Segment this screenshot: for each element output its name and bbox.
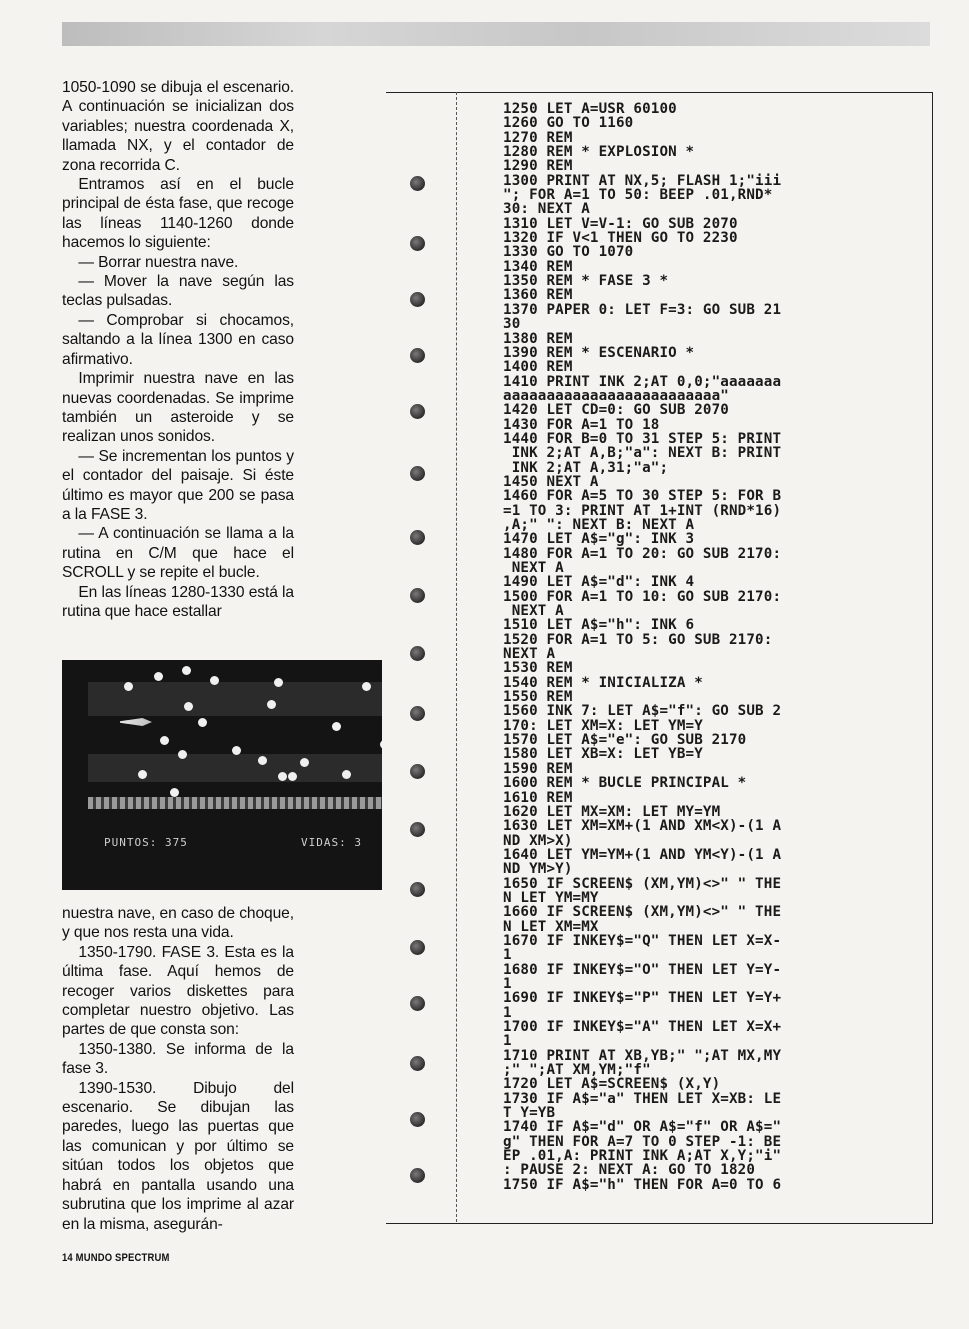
code-line: 1520 FOR A=1 TO 5: GO SUB 2170: <box>503 631 773 648</box>
asteroid-sprite <box>154 672 163 681</box>
asteroid-sprite <box>198 718 207 727</box>
code-line: 1510 LET A$="h": INK 6 <box>503 617 695 634</box>
code-line: 1480 FOR A=1 TO 20: GO SUB 2170: <box>503 545 782 562</box>
code-line: 1720 LET A$=SCREEN$ (X,Y) <box>503 1076 721 1093</box>
code-line: 1420 LET CD=0: GO SUB 2070 <box>503 402 729 419</box>
ground-strip <box>88 797 382 809</box>
code-line: 1400 REM <box>503 359 573 376</box>
asteroid-sprite <box>124 682 133 691</box>
code-line: 1700 IF INKEY$="A" THEN LET X=X+ <box>503 1019 782 1035</box>
asteroid-sprite <box>258 756 267 765</box>
code-line: NEXT A <box>503 560 564 576</box>
body-text-column-2 <box>62 904 294 1234</box>
perforation-line <box>456 92 457 1222</box>
code-line: 1590 REM <box>503 760 573 777</box>
code-line: 1370 PAPER 0: LET F=3: GO SUB 21 <box>503 301 782 318</box>
basic-listing <box>503 102 923 1192</box>
code-line: 1560 INK 7: LET A$="f": GO SUB 2 <box>503 703 782 720</box>
code-line: ;" ";AT XM,YM;"f" <box>503 1062 651 1079</box>
asteroid-sprite <box>210 676 219 685</box>
paragraph: Imprimir nuestra nave en las nuevas coordenadas. Se imprime también un asteroide y se realizan unos sonidos. <box>62 370 294 446</box>
code-line: 1690 IF INKEY$="P" THEN LET Y=Y+ <box>503 990 782 1007</box>
code-line: 1290 REM <box>503 158 573 175</box>
code-line: 1460 FOR A=5 TO 30 STEP 5: FOR B <box>503 488 782 505</box>
code-line: INK 2;AT A,B;"a": NEXT B: PRINT <box>503 445 782 462</box>
code-line: 1620 LET MX=XM: LET MY=YM <box>503 803 721 820</box>
code-line: ,A;" ": NEXT B: NEXT A <box>503 516 695 533</box>
paragraph: Entramos así en el bucle principal de ésta fase, que recoge las líneas 1140-1260 donde hacemos lo siguiente: <box>62 176 294 252</box>
code-line: : PAUSE 2: NEXT A: GO TO 1820 <box>503 1162 756 1179</box>
asteroid-sprite <box>138 770 147 779</box>
code-line: 170: LET XM=X: LET YM=Y <box>503 717 703 734</box>
asteroid-sprite <box>288 772 297 781</box>
asteroid-sprite <box>342 770 351 779</box>
code-line: 1580 LET XB=X: LET YB=Y <box>503 746 703 763</box>
code-line: 1410 PRINT INK 2;AT 0,0;"aaaaaaa <box>503 373 782 390</box>
code-line: 1550 REM <box>503 689 573 706</box>
page-footer: 14 MUNDO SPECTRUM <box>62 1252 170 1264</box>
code-line: "; FOR A=1 TO 50: BEEP .01,RND* <box>503 187 773 204</box>
asteroid-sprite <box>267 700 276 709</box>
list-item: — Mover la nave según las teclas pulsadas. <box>62 273 294 310</box>
paragraph: 1350-1790. FASE 3. Esta es la última fase. Aquí hemos de recoger varios diskettes para completar nuestro objetivo. Las partes de que consta son: <box>62 943 294 1039</box>
code-line: 1390 REM * ESCENARIO * <box>503 344 695 361</box>
game-screenshot <box>62 660 382 890</box>
code-line: 30: NEXT A <box>503 201 590 218</box>
code-line: ND XM>X) <box>503 832 573 849</box>
code-line: 1430 FOR A=1 TO 18 <box>503 416 660 433</box>
code-line: 1490 LET A$="d": INK 4 <box>503 574 695 591</box>
code-line: 1360 REM <box>503 287 573 304</box>
code-line: =1 TO 3: PRINT AT 1+INT (RND*16) <box>503 502 782 519</box>
code-line: 1310 LET V=V-1: GO SUB 2070 <box>503 215 738 232</box>
code-line: 1350 REM * FASE 3 * <box>503 273 669 290</box>
code-line: 1680 IF INKEY$="O" THEN LET Y=Y- <box>503 961 782 978</box>
code-line: NEXT A <box>503 603 564 620</box>
code-line: 1670 IF INKEY$="Q" THEN LET X=X- <box>503 932 782 949</box>
asteroid-sprite <box>232 746 241 755</box>
code-line: 1340 REM <box>503 258 573 275</box>
code-line: 1470 LET A$="g": INK 3 <box>503 531 695 548</box>
code-line: N LET YM=MY <box>503 889 599 906</box>
code-line: 1610 REM <box>503 789 573 806</box>
code-line: 1600 REM * BUCLE PRINCIPAL * <box>503 775 747 792</box>
code-line: aaaaaaaaaaaaaaaaaaaaaaaaa" <box>503 387 729 404</box>
list-item: — Borrar nuestra nave. <box>78 253 239 271</box>
code-line: 1530 REM <box>503 660 573 677</box>
paragraph: En las líneas 1280-1330 está la rutina que hace estallar <box>62 583 294 620</box>
code-line: 1650 IF SCREEN$ (XM,YM)<>" " THE <box>503 875 782 892</box>
code-line: 1750 IF A$="h" THEN FOR A=0 TO 6 <box>503 1176 782 1193</box>
code-line: 1710 PRINT AT XB,YB;" ";AT MX,MY <box>503 1047 782 1064</box>
ship-sprite <box>120 718 152 726</box>
code-line: NEXT A <box>503 646 556 663</box>
code-line: 1440 FOR B=0 TO 31 STEP 5: PRINT <box>503 430 782 447</box>
code-line: T Y=YB <box>503 1105 556 1122</box>
code-line: 1 <box>503 975 512 992</box>
paragraph: 1050-1090 se dibuja el escenario. A continuación se inicializan dos variables; nuestra coordenada X, llamada NX, y el contador de zona recorrida C. <box>62 79 294 174</box>
list-item: — A continuación se llama a la rutina en C/M que hace el SCROLL y se repite el bucle. <box>62 525 294 582</box>
code-line: g" THEN FOR A=7 TO 0 STEP -1: BE <box>503 1133 782 1150</box>
asteroid-sprite <box>182 666 191 675</box>
code-line: 1300 PRINT AT NX,5; FLASH 1;"iii <box>503 172 782 189</box>
code-line: 1 <box>503 1004 512 1021</box>
code-line: 1450 NEXT A <box>503 473 599 490</box>
hud <box>104 836 362 849</box>
body-text-column-1 <box>62 78 294 621</box>
code-line: N LET XM=MX <box>503 918 599 935</box>
paragraph: 1350-1380. Se informa de la fase 3. <box>62 1040 294 1078</box>
asteroid-sprite <box>178 750 187 759</box>
hud-lives: VIDAS: 3 <box>301 836 362 849</box>
code-line: 1 <box>503 1033 512 1050</box>
code-line: 1320 IF V<1 THEN GO TO 2230 <box>503 230 738 247</box>
code-line: 30 <box>503 316 521 333</box>
asteroid-sprite <box>184 702 193 711</box>
code-line: 1730 IF A$="a" THEN LET X=XB: LE <box>503 1090 782 1107</box>
asteroid-sprite <box>170 788 179 797</box>
code-line: 1660 IF SCREEN$ (XM,YM)<>" " THE <box>503 904 782 921</box>
code-line: INK 2;AT A,31;"a"; <box>503 459 669 476</box>
asteroid-sprite <box>300 758 309 767</box>
asteroid-sprite <box>380 740 382 749</box>
code-line: 1540 REM * INICIALIZA * <box>503 674 703 691</box>
code-line: 1280 REM * EXPLOSION * <box>503 144 695 161</box>
asteroid-sprite <box>332 722 341 731</box>
asteroid-sprite <box>278 772 287 781</box>
code-line: 1380 REM <box>503 330 573 347</box>
asteroid-sprite <box>362 682 371 691</box>
asteroid-sprite <box>274 678 283 687</box>
code-line: 1640 LET YM=YM+(1 AND YM<Y)-(1 A <box>503 846 782 863</box>
paragraph: 1390-1530. Dibujo del escenario. Se dibujan las paredes, luego las puertas que las comunican y por último se sitúan todos los objetos que habrá en pantalla usando una subrutina que los imprime al azar en la misma, asegurán- <box>62 1079 294 1233</box>
header-band <box>62 22 930 46</box>
code-line: 1630 LET XM=XM+(1 AND XM<X)-(1 A <box>503 818 782 835</box>
code-line: 1260 GO TO 1160 <box>503 115 634 132</box>
hud-points: PUNTOS: 375 <box>104 836 188 849</box>
code-line: EP .01,A: PRINT INK A;AT X,Y;"i" <box>503 1148 782 1165</box>
asteroid-sprite <box>160 736 169 745</box>
list-item: — Comprobar si chocamos, saltando a la línea 1300 en caso afirmativo. <box>62 311 294 368</box>
code-line: 1570 LET A$="e": GO SUB 2170 <box>503 732 747 749</box>
code-line: 1 <box>503 947 512 964</box>
code-line: 1330 GO TO 1070 <box>503 244 634 261</box>
screen-band <box>88 754 382 782</box>
code-line: ND YM>Y) <box>503 861 573 878</box>
list-item: — Se incrementan los puntos y el contador del paisaje. Si éste último es mayor que 200 se pasa a la FASE 3. <box>62 447 294 523</box>
code-line: 1250 LET A=USR 60100 <box>503 101 677 117</box>
code-line: 1270 REM <box>503 129 573 146</box>
code-line: 1500 FOR A=1 TO 10: GO SUB 2170: <box>503 588 782 605</box>
code-line: 1740 IF A$="d" OR A$="f" OR A$=" <box>503 1119 782 1136</box>
paragraph: nuestra nave, en caso de choque, y que nos resta una vida. <box>62 905 294 942</box>
